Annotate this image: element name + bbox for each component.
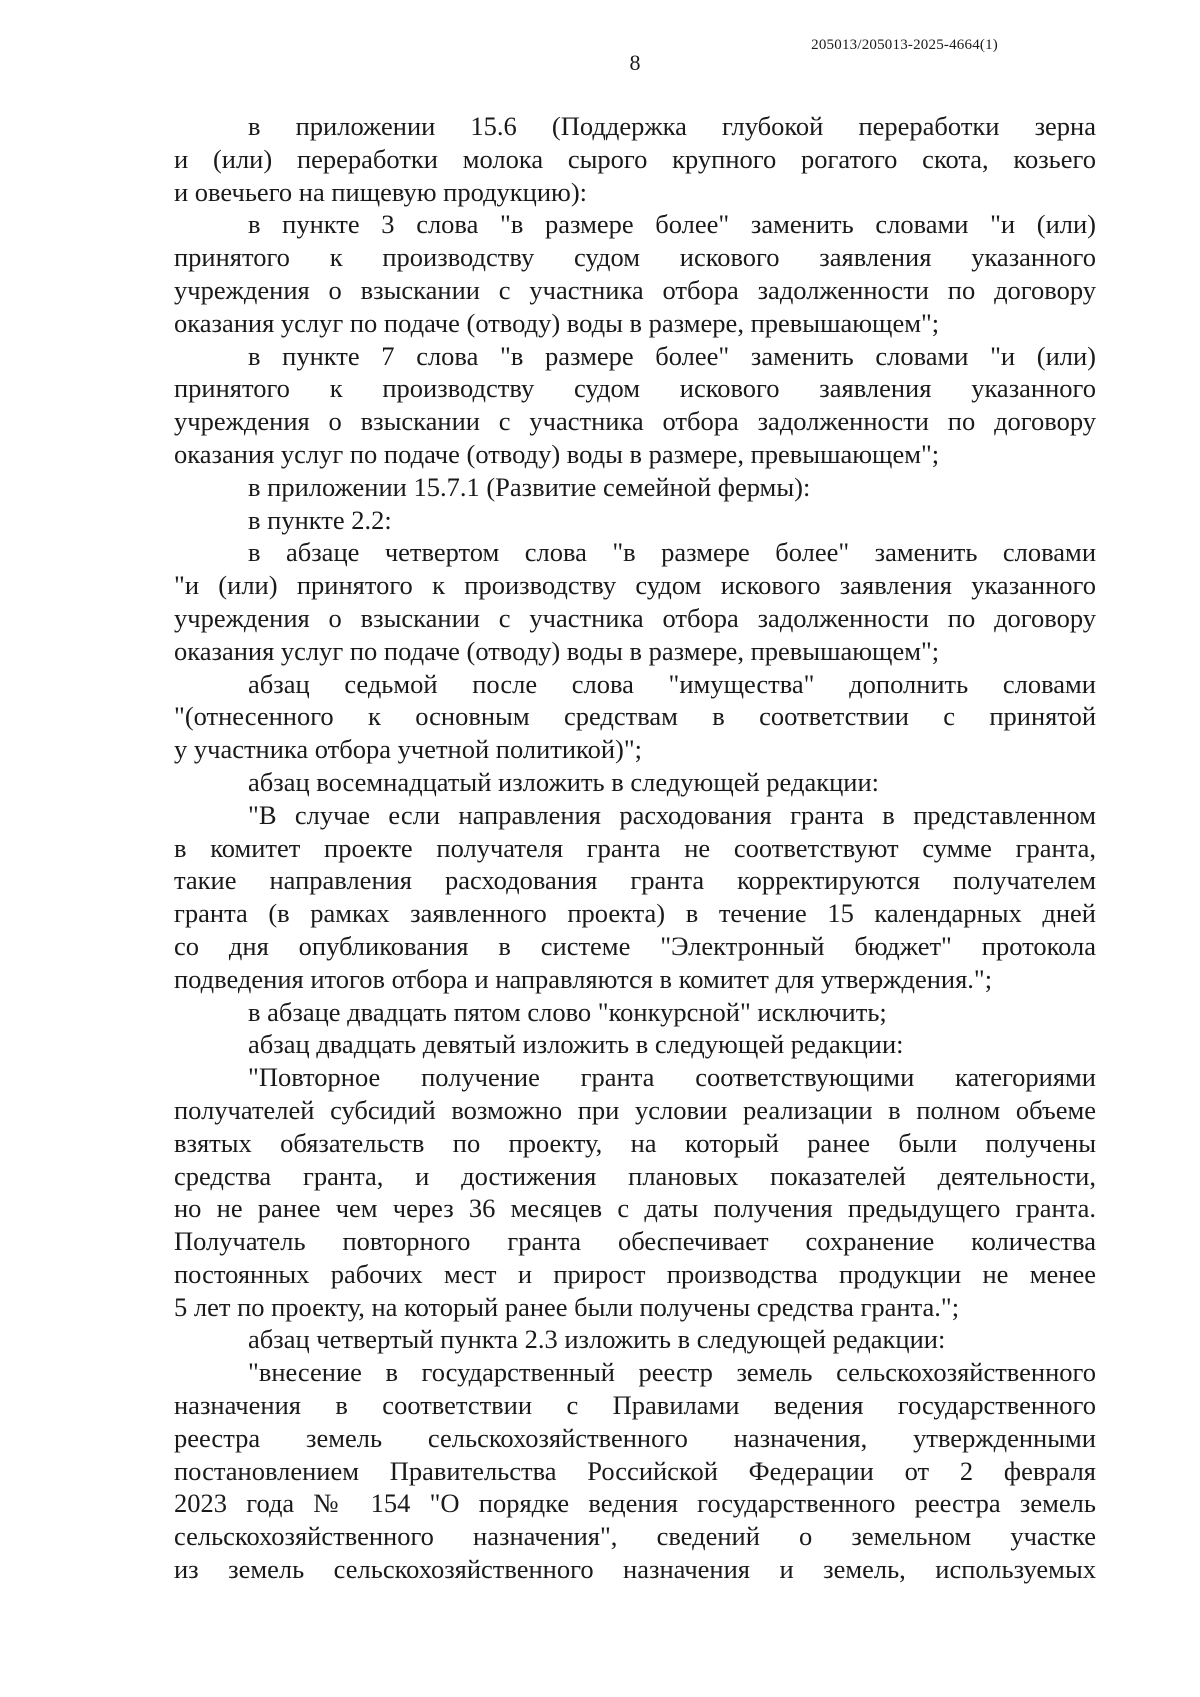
text-line: постановлением Правительства Российской Федерации от 2 февраля: [174, 1455, 1096, 1486]
text-line: постоянных рабочих мест и прирост производства продукции не менее: [174, 1258, 1096, 1289]
text-line: учреждения о взыскании с участника отбора задолженности по договору: [174, 602, 1096, 633]
text-line: в абзаце четвертом слова "в размере более" заменить словами: [248, 537, 1096, 568]
text-line: 5 лет по проекту, на который ранее были получены средства гранта.";: [174, 1291, 960, 1322]
text-line: "внесение в государственный реестр земель сельскохозяйственного: [248, 1357, 1096, 1388]
document-body: [174, 110, 1096, 1586]
text-line: в пункте 2.2:: [248, 504, 392, 535]
text-line: абзац двадцать девятый изложить в следующей редакции:: [248, 1029, 904, 1060]
text-line: получателей субсидий возможно при условии реализации в полном объеме: [174, 1094, 1096, 1125]
text-line: оказания услуг по подаче (отводу) воды в размере, превышающем";: [174, 307, 940, 338]
text-line: "Повторное получение гранта соответствующими категориями: [248, 1062, 1096, 1093]
text-line: учреждения о взыскании с участника отбора задолженности по договору: [174, 406, 1096, 437]
text-line: в комитет проекте получателя гранта не соответствуют сумме гранта,: [174, 832, 1096, 863]
text-line: у участника отбора учетной политикой)";: [174, 734, 643, 765]
text-line: со дня опубликования в системе "Электронный бюджет" протокола: [174, 930, 1096, 961]
text-line: в пункте 7 слова "в размере более" заменить словами "и (или): [248, 340, 1096, 371]
text-line: средства гранта, и достижения плановых показателей деятельности,: [174, 1160, 1096, 1191]
text-line: абзац седьмой после слова "имущества" дополнить словами: [248, 668, 1096, 699]
text-line: абзац четвертый пункта 2.3 изложить в следующей редакции:: [248, 1324, 946, 1355]
text-line: и (или) переработки молока сырого крупного рогатого скота, козьего: [174, 143, 1096, 174]
text-line: гранта (в рамках заявленного проекта) в течение 15 календарных дней: [174, 898, 1096, 929]
text-line: в пункте 3 слова "в размере более" заменить словами "и (или): [248, 209, 1096, 240]
text-line: подведения итогов отбора и направляются в комитет для утверждения.";: [174, 963, 993, 994]
text-line: оказания услуг по подаче (отводу) воды в размере, превышающем";: [174, 438, 940, 469]
text-line: принятого к производству судом искового заявления указанного: [174, 373, 1096, 404]
text-line: в приложении 15.6 (Поддержка глубокой переработки зерна: [248, 111, 1096, 141]
text-line: Получатель повторного гранта обеспечивает сохранение количества: [174, 1226, 1096, 1257]
text-line: но не ранее чем через 36 месяцев с даты получения предыдущего гранта.: [174, 1193, 1096, 1224]
text-line: "(отнесенного к основным средствам в соответствии с принятой: [174, 701, 1096, 732]
text-line: и овечьего на пищевую продукцию):: [174, 176, 588, 207]
text-line: сельскохозяйственного назначения", сведений о земельном участке: [174, 1521, 1096, 1552]
text-line: "В случае если направления расходования гранта в представленном: [248, 799, 1096, 830]
text-line: учреждения о взыскании с участника отбора задолженности по договору: [174, 274, 1096, 305]
text-line: оказания услуг по подаче (отводу) воды в размере, превышающем";: [174, 635, 940, 666]
text-line: 2023 года № 154 "О порядке ведения государственного реестра земель: [174, 1488, 1096, 1519]
document-number: 205013/205013-2025-4664(1): [811, 37, 998, 53]
text-line: в приложении 15.7.1 (Развитие семейной фермы):: [248, 471, 811, 502]
text-line: принятого к производству судом искового заявления указанного: [174, 242, 1096, 273]
text-line: абзац восемнадцатый изложить в следующей редакции:: [248, 766, 879, 797]
text-line: назначения в соответствии с Правилами ведения государственного: [174, 1390, 1096, 1421]
text-line: в абзаце двадцать пятом слово "конкурсной" исключить;: [248, 996, 887, 1027]
text-line: из земель сельскохозяйственного назначения и земель, используемых: [174, 1554, 1096, 1585]
text-line: такие направления расходования гранта корректируются получателем: [174, 865, 1096, 896]
text-line: "и (или) принятого к производству судом искового заявления указанного: [174, 570, 1096, 601]
text-line: взятых обязательств по проекту, на который ранее были получены: [174, 1127, 1096, 1158]
page-number: 8: [629, 50, 641, 75]
text-line: реестра земель сельскохозяйственного назначения, утвержденными: [174, 1422, 1096, 1453]
